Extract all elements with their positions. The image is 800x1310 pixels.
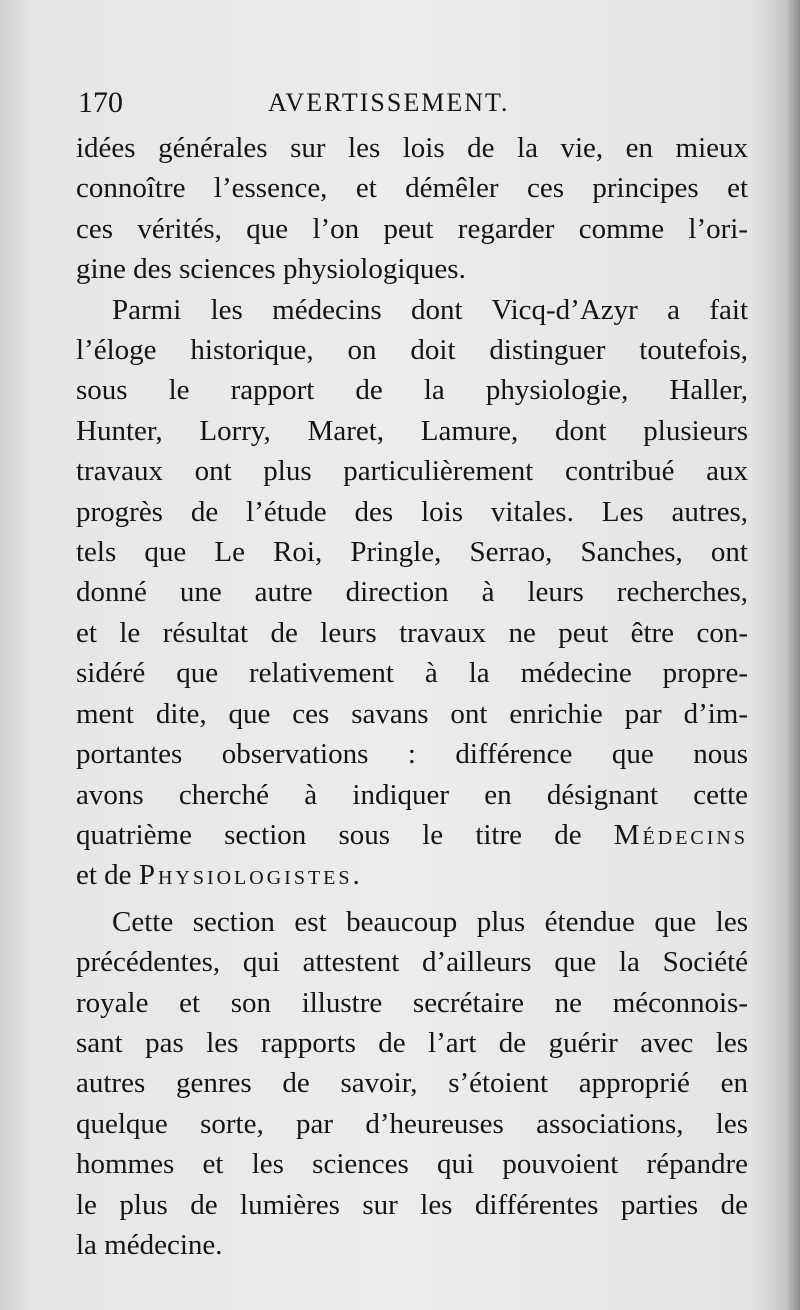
text-fragment: et de xyxy=(76,859,132,892)
text-line: quelque sorte, par d’heureuses associations, les xyxy=(76,1107,748,1140)
small-caps-term: Médecins xyxy=(613,818,748,851)
text-line: tels que Le Roi, Pringle, Serrao, Sanches, ont xyxy=(76,536,748,569)
text-line: sous le rapport de la physiologie, Haller, xyxy=(76,374,748,407)
text-line: précédentes, qui attestent d’ailleurs que la Société xyxy=(76,946,748,979)
text-line: le plus de lumières sur les différentes parties de xyxy=(76,1188,748,1221)
paragraph-2 xyxy=(76,290,748,896)
text-fragment: quatrième section sous le titre de xyxy=(76,818,582,851)
page-number: 170 xyxy=(78,86,123,119)
text-line: idées générales sur les lois de la vie, en mieux xyxy=(76,132,748,164)
text-line: progrès de l’étude des lois vitales. Les autres, xyxy=(76,495,748,528)
text-line-with-small-caps xyxy=(76,815,748,855)
text-line: autres genres de savoir, s’étoient approprié en xyxy=(76,1067,748,1100)
text-line: avons cherché à indiquer en désignant cette xyxy=(76,778,748,811)
text-line: ment dite, que ces savans ont enrichie par d’im- xyxy=(76,697,748,730)
text-line: travaux ont plus particulièrement contribué aux xyxy=(76,455,748,488)
text-line: Parmi les médecins dont Vicq-d’Azyr a fait xyxy=(112,293,748,326)
page-body xyxy=(76,128,748,1265)
text-line: la médecine. xyxy=(76,1228,223,1261)
text-line: royale et son illustre secrétaire ne méconnois- xyxy=(76,986,748,1019)
text-line-with-small-caps xyxy=(76,855,748,895)
text-line: connoître l’essence, et démêler ces principes et xyxy=(76,172,748,205)
text-line: et le résultat de leurs travaux ne peut être con- xyxy=(76,616,748,649)
text-line: portantes observations : différence que nous xyxy=(76,738,748,771)
running-title: AVERTISSEMENT. xyxy=(268,88,510,117)
page-header xyxy=(78,86,746,126)
text-line: hommes et les sciences qui pouvoient répandre xyxy=(76,1148,748,1181)
page-edge-shadow xyxy=(786,0,800,1310)
small-caps-term: Physiologistes. xyxy=(138,859,363,892)
text-line: Cette section est beaucoup plus étendue que les xyxy=(112,905,748,938)
text-line: Hunter, Lorry, Maret, Lamure, dont plusieurs xyxy=(76,414,748,447)
text-line: donné une autre direction à leurs recherches, xyxy=(76,576,748,609)
text-line: ces vérités, que l’on peut regarder comme l’ori- xyxy=(76,212,748,245)
paragraph-3 xyxy=(76,902,748,1266)
text-line: sant pas les rapports de l’art de guérir avec les xyxy=(76,1026,748,1059)
paragraph-1 xyxy=(76,128,748,290)
text-line: l’éloge historique, on doit distinguer toutefois, xyxy=(76,334,748,367)
text-line: gine des sciences physiologiques. xyxy=(76,253,466,286)
text-line: sidéré que relativement à la médecine propre- xyxy=(76,657,748,690)
